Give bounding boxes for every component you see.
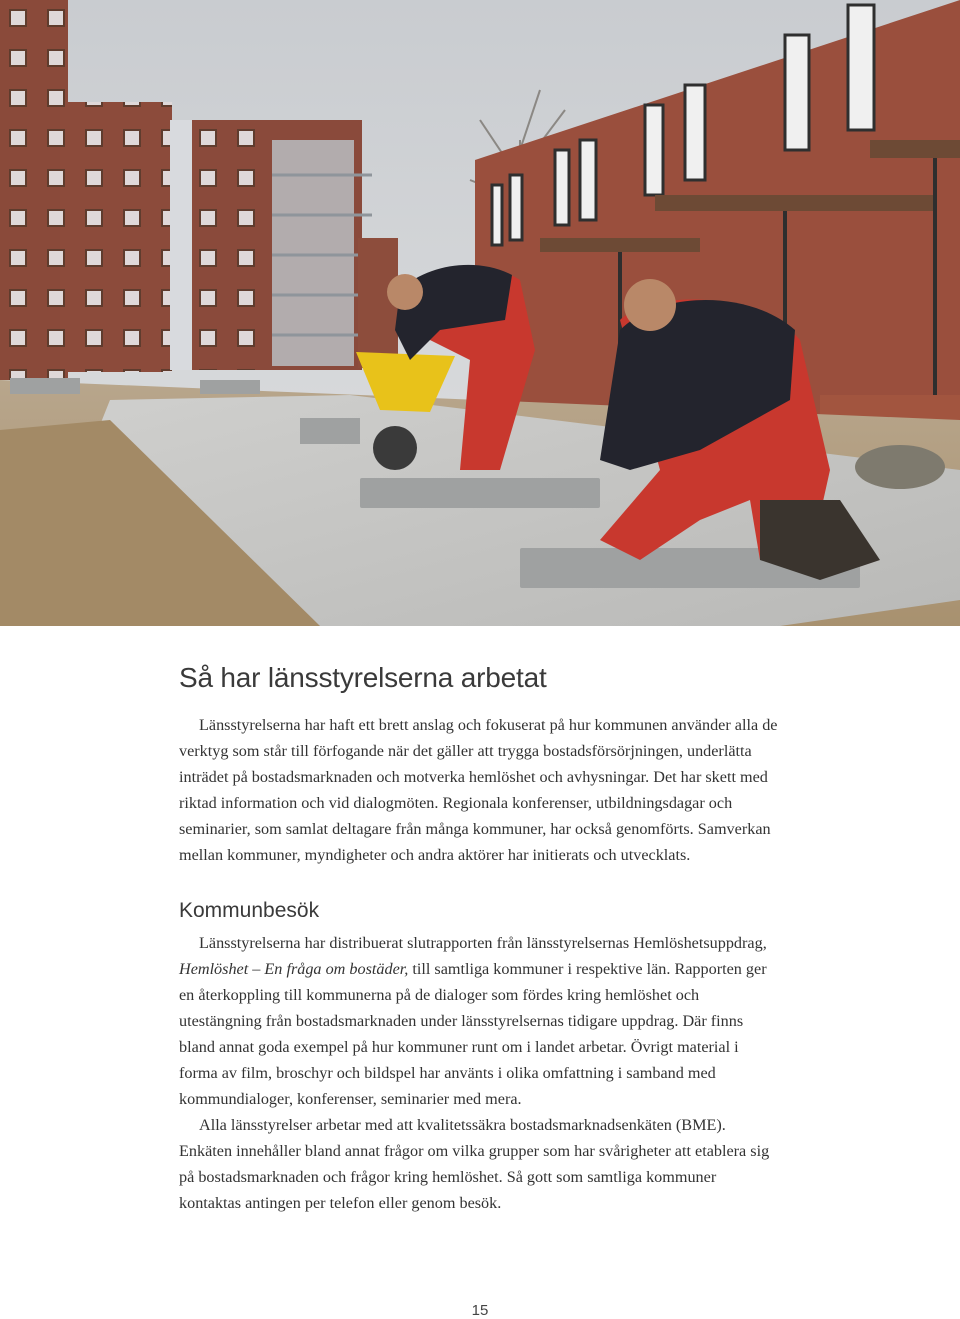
subsection-paragraph-1	[179, 930, 779, 1112]
subsection-paragraph-2: Alla länsstyrelser arbetar med att kvalitetssäkra bostadsmarknadsenkäten (BME). Enkäten innehåller bland annat frågor om vilka grupper som har svårigheter att etablera sig på bostadsmarknaden och frågor kring hemlöshet. Så gott som samtliga kommuner kontaktas antingen per telefon eller genom besök.	[179, 1116, 770, 1212]
paragraph-text-before: Länsstyrelserna har distribuerat slutrapporten från länsstyrelsernas Hemlöshetsuppdrag,	[199, 934, 767, 952]
construction-workers-paving-photo	[0, 0, 960, 626]
paragraph-text-after: till samtliga kommuner i respektive län. Rapporten ger en återkoppling till kommunerna på de dialoger som fördes kring hemlöshet och utestängning från bostadsmarknaden under länsstyrelsernas tidigare uppdrag. Där finns bland annat goda exempel på hur kommuner runt om i landet arbetar. Övrigt material i forma av film, broschyr och bildspel har använts i olika omfattning i samband med kommundialoger, konferenser, seminarier med mera.	[179, 960, 767, 1108]
section-heading: Så har länsstyrelserna arbetat	[179, 662, 547, 693]
subsection-heading: Kommunbesök	[179, 899, 320, 922]
article-content	[179, 660, 779, 1216]
report-title-italic: Hemlöshet – En fråga om bostäder,	[179, 960, 409, 978]
page-number: 15	[471, 1302, 489, 1319]
section-paragraph: Länsstyrelserna har haft ett brett anslag och fokuserat på hur kommunen använder alla de verktyg som står till förfogande när det gäller att trygga bostadsförsörjningen, underlätta inträdet på bostadsmarknaden och motverka hemlöshet och avhysningar. Det har skett med riktad information och vid dialogmöten. Regionala konferenser, utbildningsdagar och seminarier, som samlat deltagare från många kommuner, har också genomförts. Samverkan mellan kommuner, myndigheter och andra aktörer har initierats och utvecklats.	[179, 716, 778, 864]
